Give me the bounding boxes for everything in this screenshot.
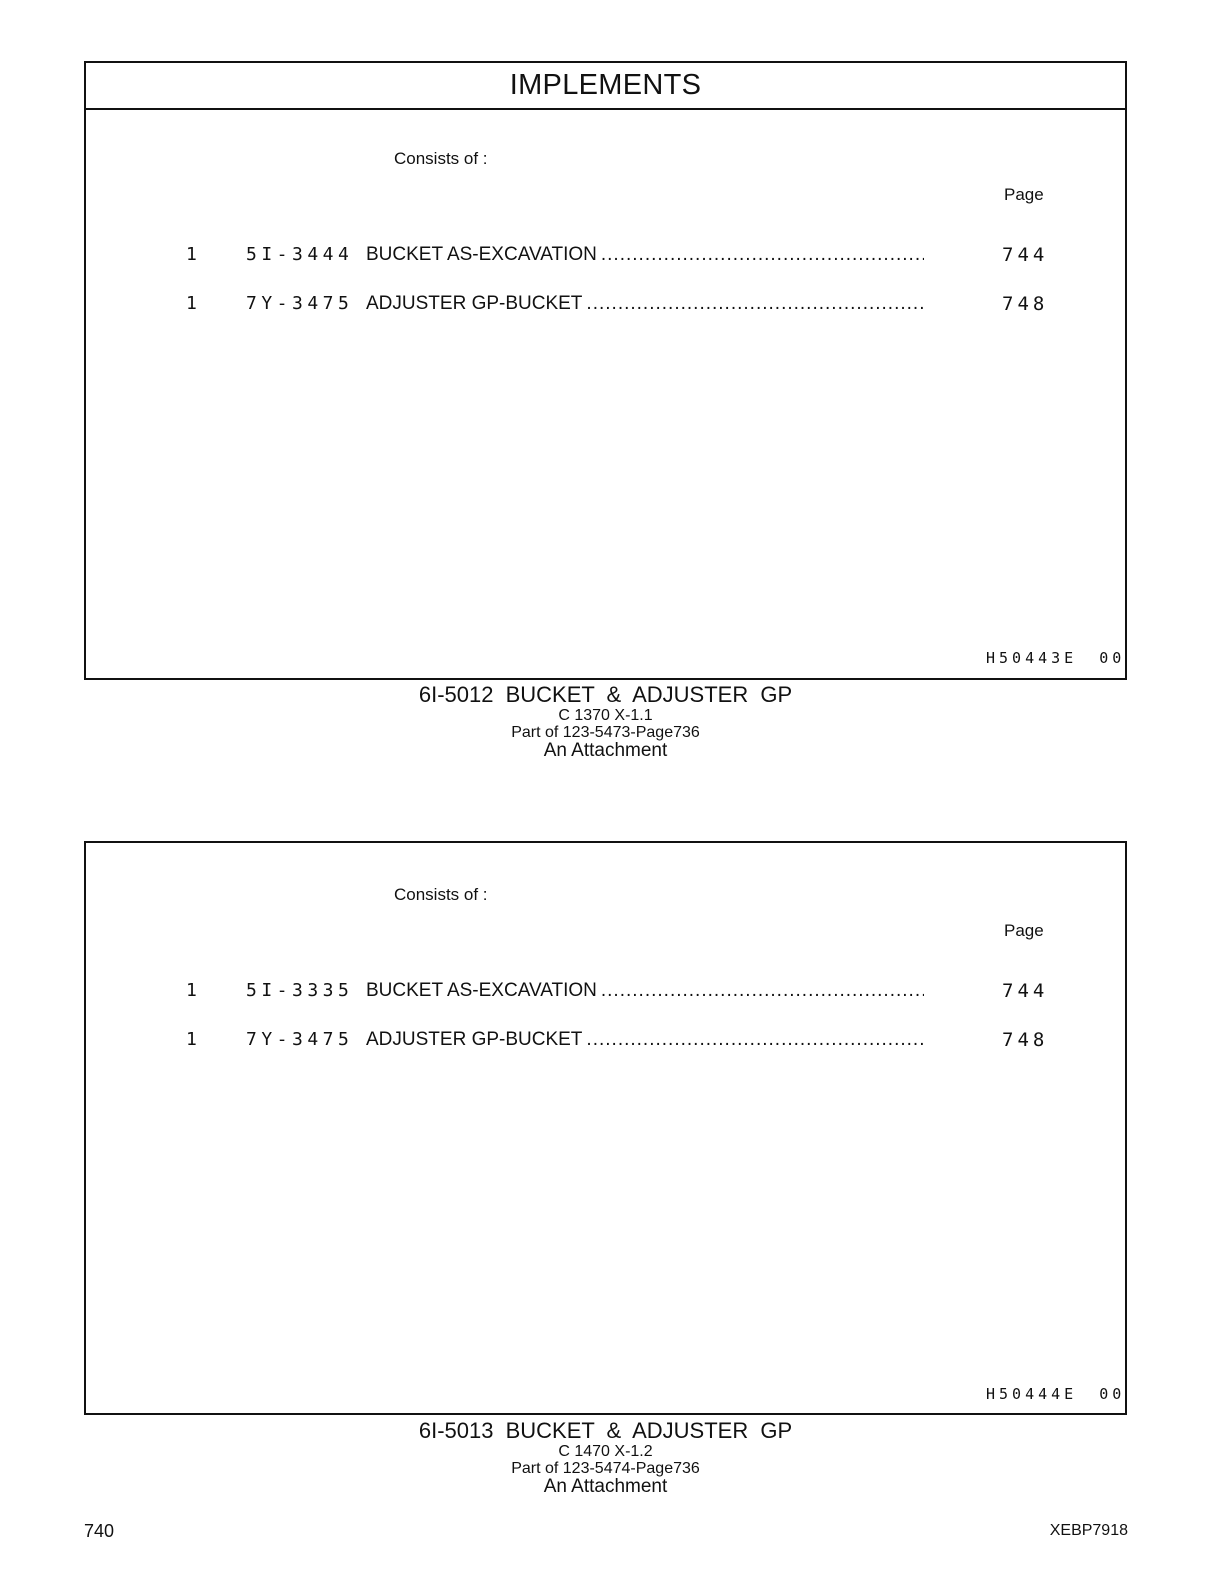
document-id: XEBP7918 [1049,1522,1128,1539]
ref-code: H50443E [986,649,1078,667]
part-qty: 1 [186,293,197,314]
group-serial-line: C 1470 X-1.2 [558,1443,653,1460]
part-description: ADJUSTER GP-BUCKET ..... [366,1029,924,1051]
group-attachment-line: An Attachment [543,740,668,761]
group-caption-2 [84,1419,1127,1496]
consists-of-label: Consists of : [394,149,488,168]
part-page-ref: 744 [1002,980,1049,1002]
part-number: 5I-3444 [246,244,354,265]
section-title: IMPLEMENTS [86,63,1125,110]
group-part-of-line: Part of 123-5474-Page736 [511,1460,700,1477]
illustration-ref [986,1385,1125,1403]
page-column-label: Page [1004,921,1044,940]
part-row [86,980,1125,1004]
part-qty: 1 [186,1029,197,1050]
part-description: ADJUSTER GP-BUCKET ..... [366,293,924,315]
part-description: BUCKET AS-EXCAVATION ..... [366,980,924,1002]
group-part-of-line: Part of 123-5473-Page736 [511,724,700,741]
part-number: 5I-3335 [246,980,354,1001]
part-number: 7Y-3475 [246,293,354,314]
group-caption-1 [84,683,1127,760]
parts-group-panel-2 [84,841,1127,1415]
ref-revision: 00 [1099,649,1126,667]
part-page-ref: 748 [1002,293,1049,315]
ref-revision: 00 [1099,1385,1126,1403]
consists-of-label: Consists of : [394,885,488,904]
part-qty: 1 [186,244,197,265]
part-row [86,1029,1125,1053]
group-attachment-line: An Attachment [543,1476,668,1497]
part-description: BUCKET AS-EXCAVATION ..... [366,244,924,266]
part-qty: 1 [186,980,197,1001]
parts-group-panel-1 [84,61,1127,680]
page-number: 740 [84,1521,115,1541]
part-row [86,293,1125,317]
group-title: 6I-5013 BUCKET & ADJUSTER GP [418,1418,793,1443]
illustration-ref [986,649,1125,667]
part-page-ref: 744 [1002,244,1049,266]
part-number: 7Y-3475 [246,1029,354,1050]
part-page-ref: 748 [1002,1029,1049,1051]
ref-code: H50444E [986,1385,1078,1403]
group-serial-line: C 1370 X-1.1 [558,707,653,724]
group-title: 6I-5012 BUCKET & ADJUSTER GP [418,682,793,707]
page-column-label: Page [1004,185,1044,204]
part-row [86,244,1125,268]
